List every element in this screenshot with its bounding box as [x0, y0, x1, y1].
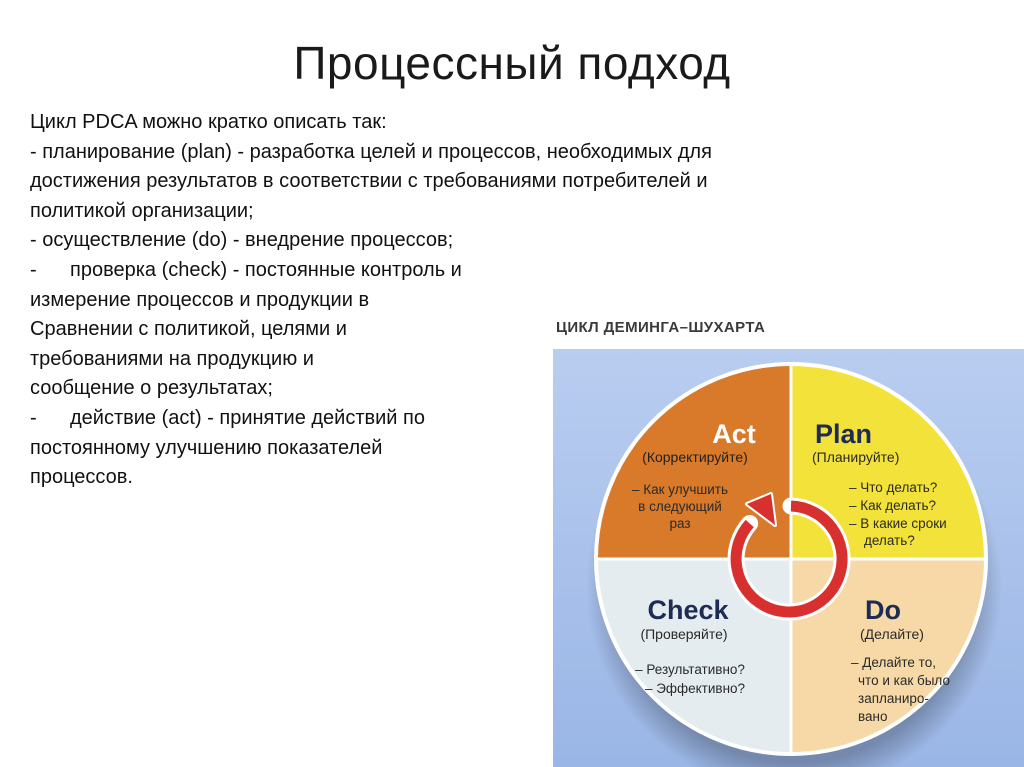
- body-line: - действие (act) - принятие действий по: [30, 406, 425, 429]
- plan-item: – Как делать?: [849, 498, 937, 513]
- body-line: - планирование (plan) - разработка целей и процессов, необходимых для: [30, 140, 712, 163]
- diagram-caption: ЦИКЛ ДЕМИНГА–ШУХАРТА: [556, 319, 766, 336]
- body-line: требованиями на продукцию и: [30, 347, 314, 370]
- act-item: в следующий: [638, 499, 722, 514]
- act-item: раз: [669, 516, 691, 531]
- body-line: - осуществление (do) - внедрение процессов;: [30, 229, 454, 252]
- act-subtitle: (Корректируйте): [642, 449, 748, 465]
- do-item: вано: [858, 709, 888, 724]
- plan-subtitle: (Планируйте): [812, 449, 900, 465]
- plan-title: Plan: [815, 419, 873, 449]
- body-line: достижения результатов в соответствии с требованиями потребителей и: [30, 170, 708, 193]
- do-title: Do: [865, 595, 901, 625]
- do-item: – Делайте то,: [851, 655, 936, 670]
- pdca-diagram: [553, 349, 1024, 767]
- body-line: - проверка (check) - постоянные контроль и: [30, 258, 462, 281]
- check-title: Check: [647, 595, 729, 625]
- plan-item: – Что делать?: [849, 480, 938, 495]
- check-item: – Эффективно?: [644, 681, 746, 696]
- do-item: запланиро-: [858, 691, 929, 706]
- body-line: сообщение о результатах;: [30, 377, 273, 400]
- plan-item: делать?: [864, 533, 915, 548]
- act-title: Act: [712, 419, 756, 449]
- check-subtitle: (Проверяйте): [640, 626, 728, 642]
- slide-title: Процессный подход: [293, 37, 731, 89]
- quadrant-check: [596, 559, 791, 754]
- body-line: Цикл PDCA можно кратко описать так:: [30, 111, 387, 133]
- body-line: политикой организации;: [30, 199, 254, 222]
- check-item: – Результативно?: [635, 662, 745, 677]
- pdca-cycle-svg: [553, 349, 1024, 767]
- do-subtitle: (Делайте): [860, 626, 924, 642]
- do-item: что и как было: [858, 673, 950, 688]
- body-line: Сравнении с политикой, целями и: [30, 318, 347, 341]
- plan-item: – В какие сроки: [849, 516, 947, 531]
- body-line: постоянному улучшению показателей: [30, 436, 383, 459]
- body-line: процессов.: [30, 466, 133, 489]
- act-item: – Как улучшить: [632, 482, 728, 497]
- body-line: измерение процессов и продукции в: [30, 288, 370, 311]
